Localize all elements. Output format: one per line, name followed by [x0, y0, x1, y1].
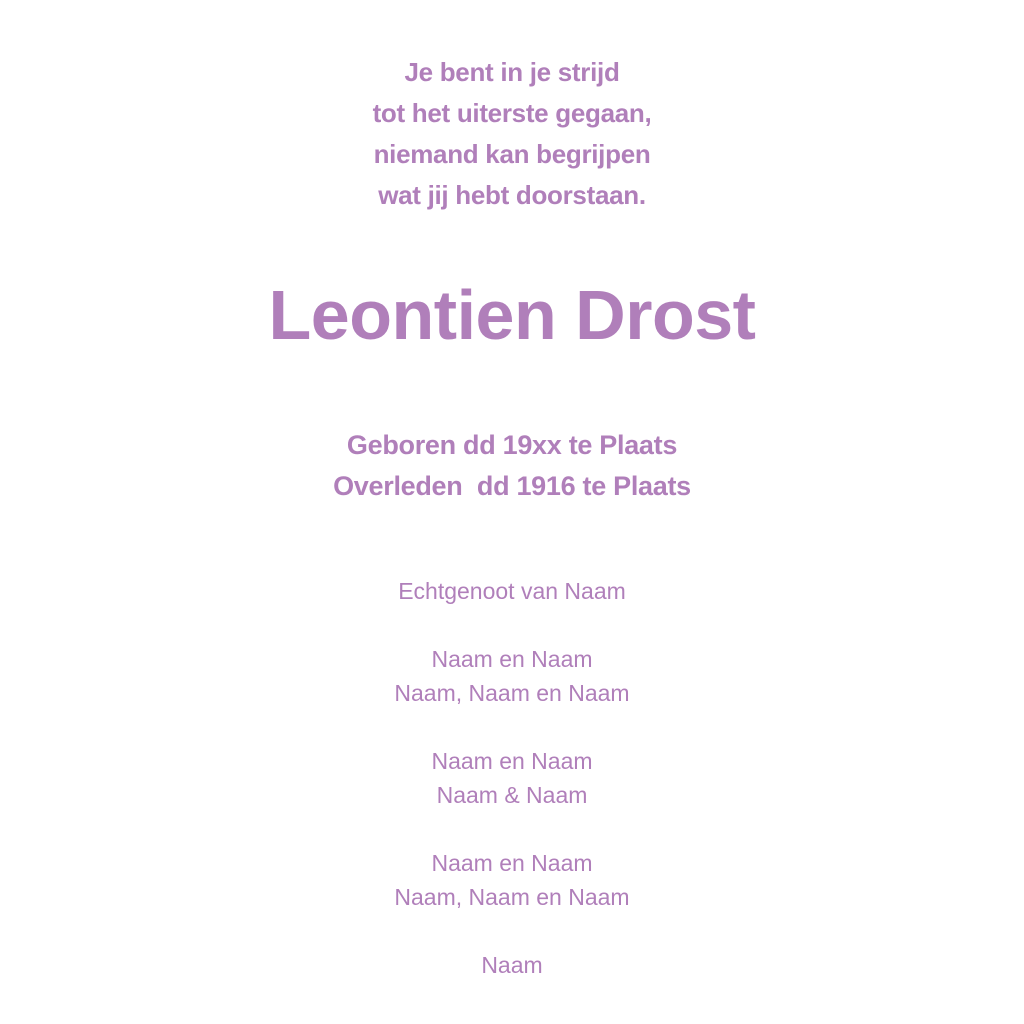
- relatives-list: [0, 574, 1024, 1016]
- relative-line: Naam en Naam: [431, 646, 593, 672]
- birth-line: Geboren dd 19xx te Plaats: [346, 430, 678, 460]
- poem-line: niemand kan begrijpen: [373, 139, 651, 169]
- relative-line: Naam: [481, 952, 543, 978]
- relatives-group: [0, 948, 1024, 982]
- relative-line: Naam, Naam en Naam: [394, 884, 630, 910]
- relative-line: Naam, Naam en Naam: [394, 680, 630, 706]
- relatives-group: [0, 846, 1024, 914]
- relative-line: Naam & Naam: [436, 782, 588, 808]
- relatives-group: [0, 642, 1024, 710]
- poem-line: wat jij hebt doorstaan.: [378, 180, 646, 210]
- relative-line: Echtgenoot van Naam: [398, 578, 626, 604]
- life-dates: [0, 425, 1024, 507]
- relatives-group: [0, 744, 1024, 812]
- poem: [0, 52, 1024, 216]
- relatives-group: [0, 574, 1024, 608]
- poem-line: tot het uiterste gegaan,: [372, 98, 652, 128]
- poem-line: Je bent in je strijd: [404, 57, 620, 87]
- relative-line: Naam en Naam: [431, 850, 593, 876]
- deceased-name: Leontien Drost: [268, 276, 756, 354]
- death-line: Overleden dd 1916 te Plaats: [333, 471, 691, 501]
- relative-line: Naam en Naam: [431, 748, 593, 774]
